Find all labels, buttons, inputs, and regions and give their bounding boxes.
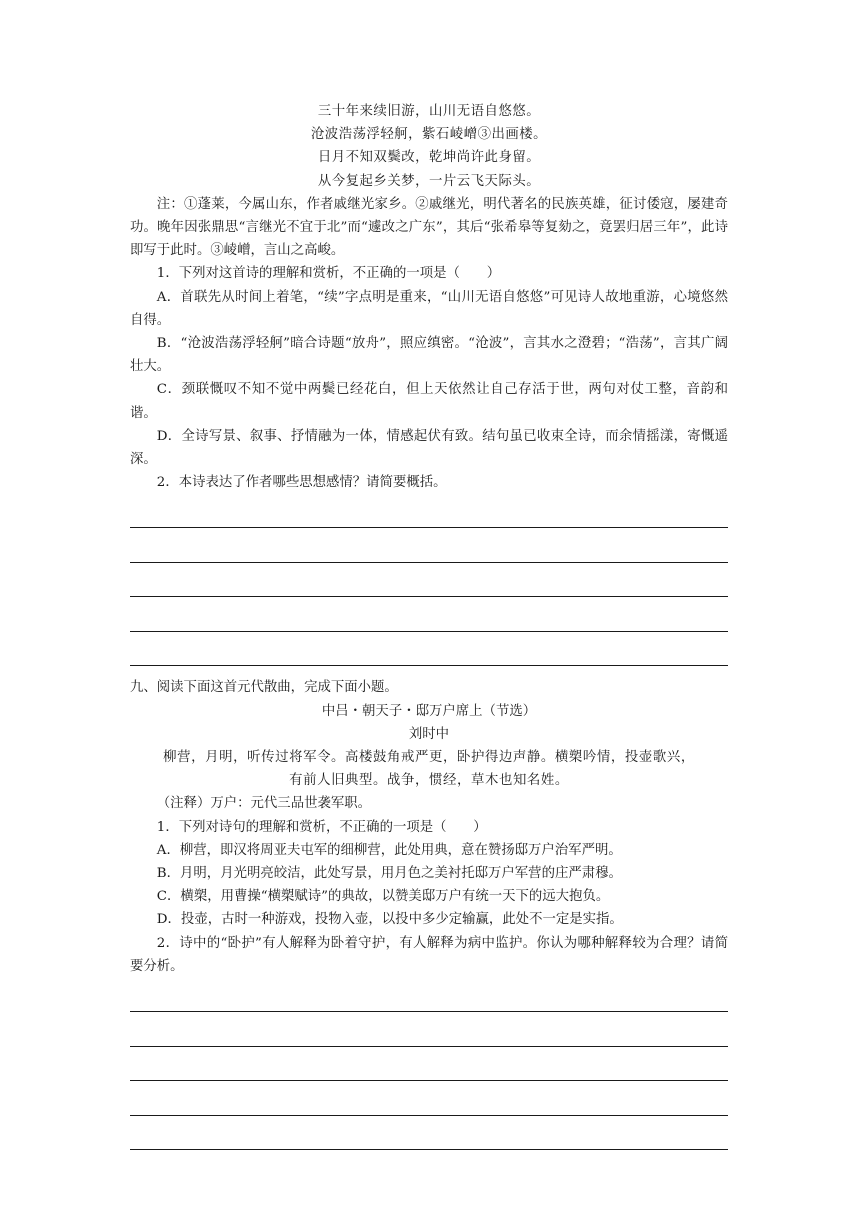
poem-note: 注：①蓬莱，今属山东，作者戚继光家乡。②戚继光，明代著名的民族英雄，征讨倭寇，屡建奇功。晚年因张鼎思“言继光不宜于北”而“遽改之广东”，其后“张希皋等复劾之，竟罢归居三年”，此诗即写于此时。③崚嶒，言山之高峻。 — [130, 196, 728, 259]
answer-line[interactable] — [130, 505, 728, 528]
qu-author: 刘时中 — [408, 726, 450, 742]
answer-line[interactable] — [130, 528, 728, 563]
option-a: A．首联先从时间上着笔，“续”字点明是重来，“山川无语自悠悠”可见诗人故地重游，心境悠然自得。 — [130, 289, 728, 328]
answer-line[interactable] — [130, 1012, 728, 1047]
answer-lines-top — [130, 505, 728, 666]
option-c: C．颈联慨叹不知不觉中两鬓已经花白，但上天依然让自己存活于世，两句对仗工整，音韵和谐。 — [130, 382, 728, 421]
document-page — [130, 100, 728, 1150]
poem-line: 日月不知双鬓改，乾坤尚许此身留。 — [317, 150, 541, 166]
poem-line: 沧波浩荡浮轻舸，紫石崚嶒③出画楼。 — [310, 127, 548, 143]
answer-line[interactable] — [130, 563, 728, 598]
answer-line[interactable] — [130, 632, 728, 667]
option-b: B．“沧波浩荡浮轻舸”暗合诗题“放舟”，照应缜密。“沧波”，言其水之澄碧；“浩荡”，言其广阔壮大。 — [130, 336, 728, 375]
question-2-stem: 2．本诗表达了作者哪些思想感情？请简要概括。 — [156, 475, 447, 491]
option-b: B．月明，月光明亮皎洁，此处写景，用月色之美衬托邸万户军营的庄严肃穆。 — [156, 866, 622, 882]
answer-line[interactable] — [130, 989, 728, 1012]
question-1-stem: 1．下列对这首诗的理解和赏析，不正确的一项是（ ） — [156, 266, 501, 282]
section-9-heading: 九、阅读下面这首元代散曲，完成下面小题。 — [130, 680, 398, 696]
qu-note: （注释）万户：元代三品世袭军职。 — [156, 796, 372, 812]
option-a: A．柳营，即汉将周亚夫屯军的细柳营，此处用典，意在赞扬邸万户治军严明。 — [156, 842, 622, 858]
option-c: C．横槊，用曹操“横槊赋诗”的典故，以赞美邸万户有统一天下的远大抱负。 — [156, 889, 610, 905]
poem-line: 从今复起乡关梦，一片云飞天际头。 — [317, 173, 541, 189]
answer-line[interactable] — [130, 1116, 728, 1151]
verse-line: 柳营，月明，听传过将军令。高楼鼓角戒严更，卧护得边声静。横槊吟情，投壶歌兴， — [163, 750, 695, 766]
option-d: D．全诗写景、叙事、抒情融为一体，情感起伏有致。结句虽已收束全诗，而余情摇漾，寄慨遥深。 — [130, 428, 728, 468]
poem-top — [130, 100, 728, 193]
verse-line: 有前人旧典型。战争，惯经，草木也知名姓。 — [289, 773, 569, 789]
answer-line[interactable] — [130, 1081, 728, 1116]
option-d: D．投壶，古时一种游戏，投物入壶，以投中多少定输赢，此处不一定是实指。 — [156, 912, 623, 928]
poem-line: 三十年来续旧游，山川无语自悠悠。 — [317, 104, 541, 119]
answer-line[interactable] — [130, 597, 728, 632]
answer-lines-bottom — [130, 989, 728, 1150]
answer-line[interactable] — [130, 1047, 728, 1082]
qu-title: 中吕・朝天子・邸万户席上（节选） — [321, 703, 537, 719]
section-9-question-2-stem: 2．诗中的“卧护”有人解释为卧着守护，有人解释为病中监护。你认为哪种解释较为合理？请简要分析。 — [130, 935, 728, 974]
section-9-question-1-stem: 1．下列对诗句的理解和赏析，不正确的一项是（ ） — [156, 819, 487, 835]
qu-verse — [130, 746, 728, 792]
